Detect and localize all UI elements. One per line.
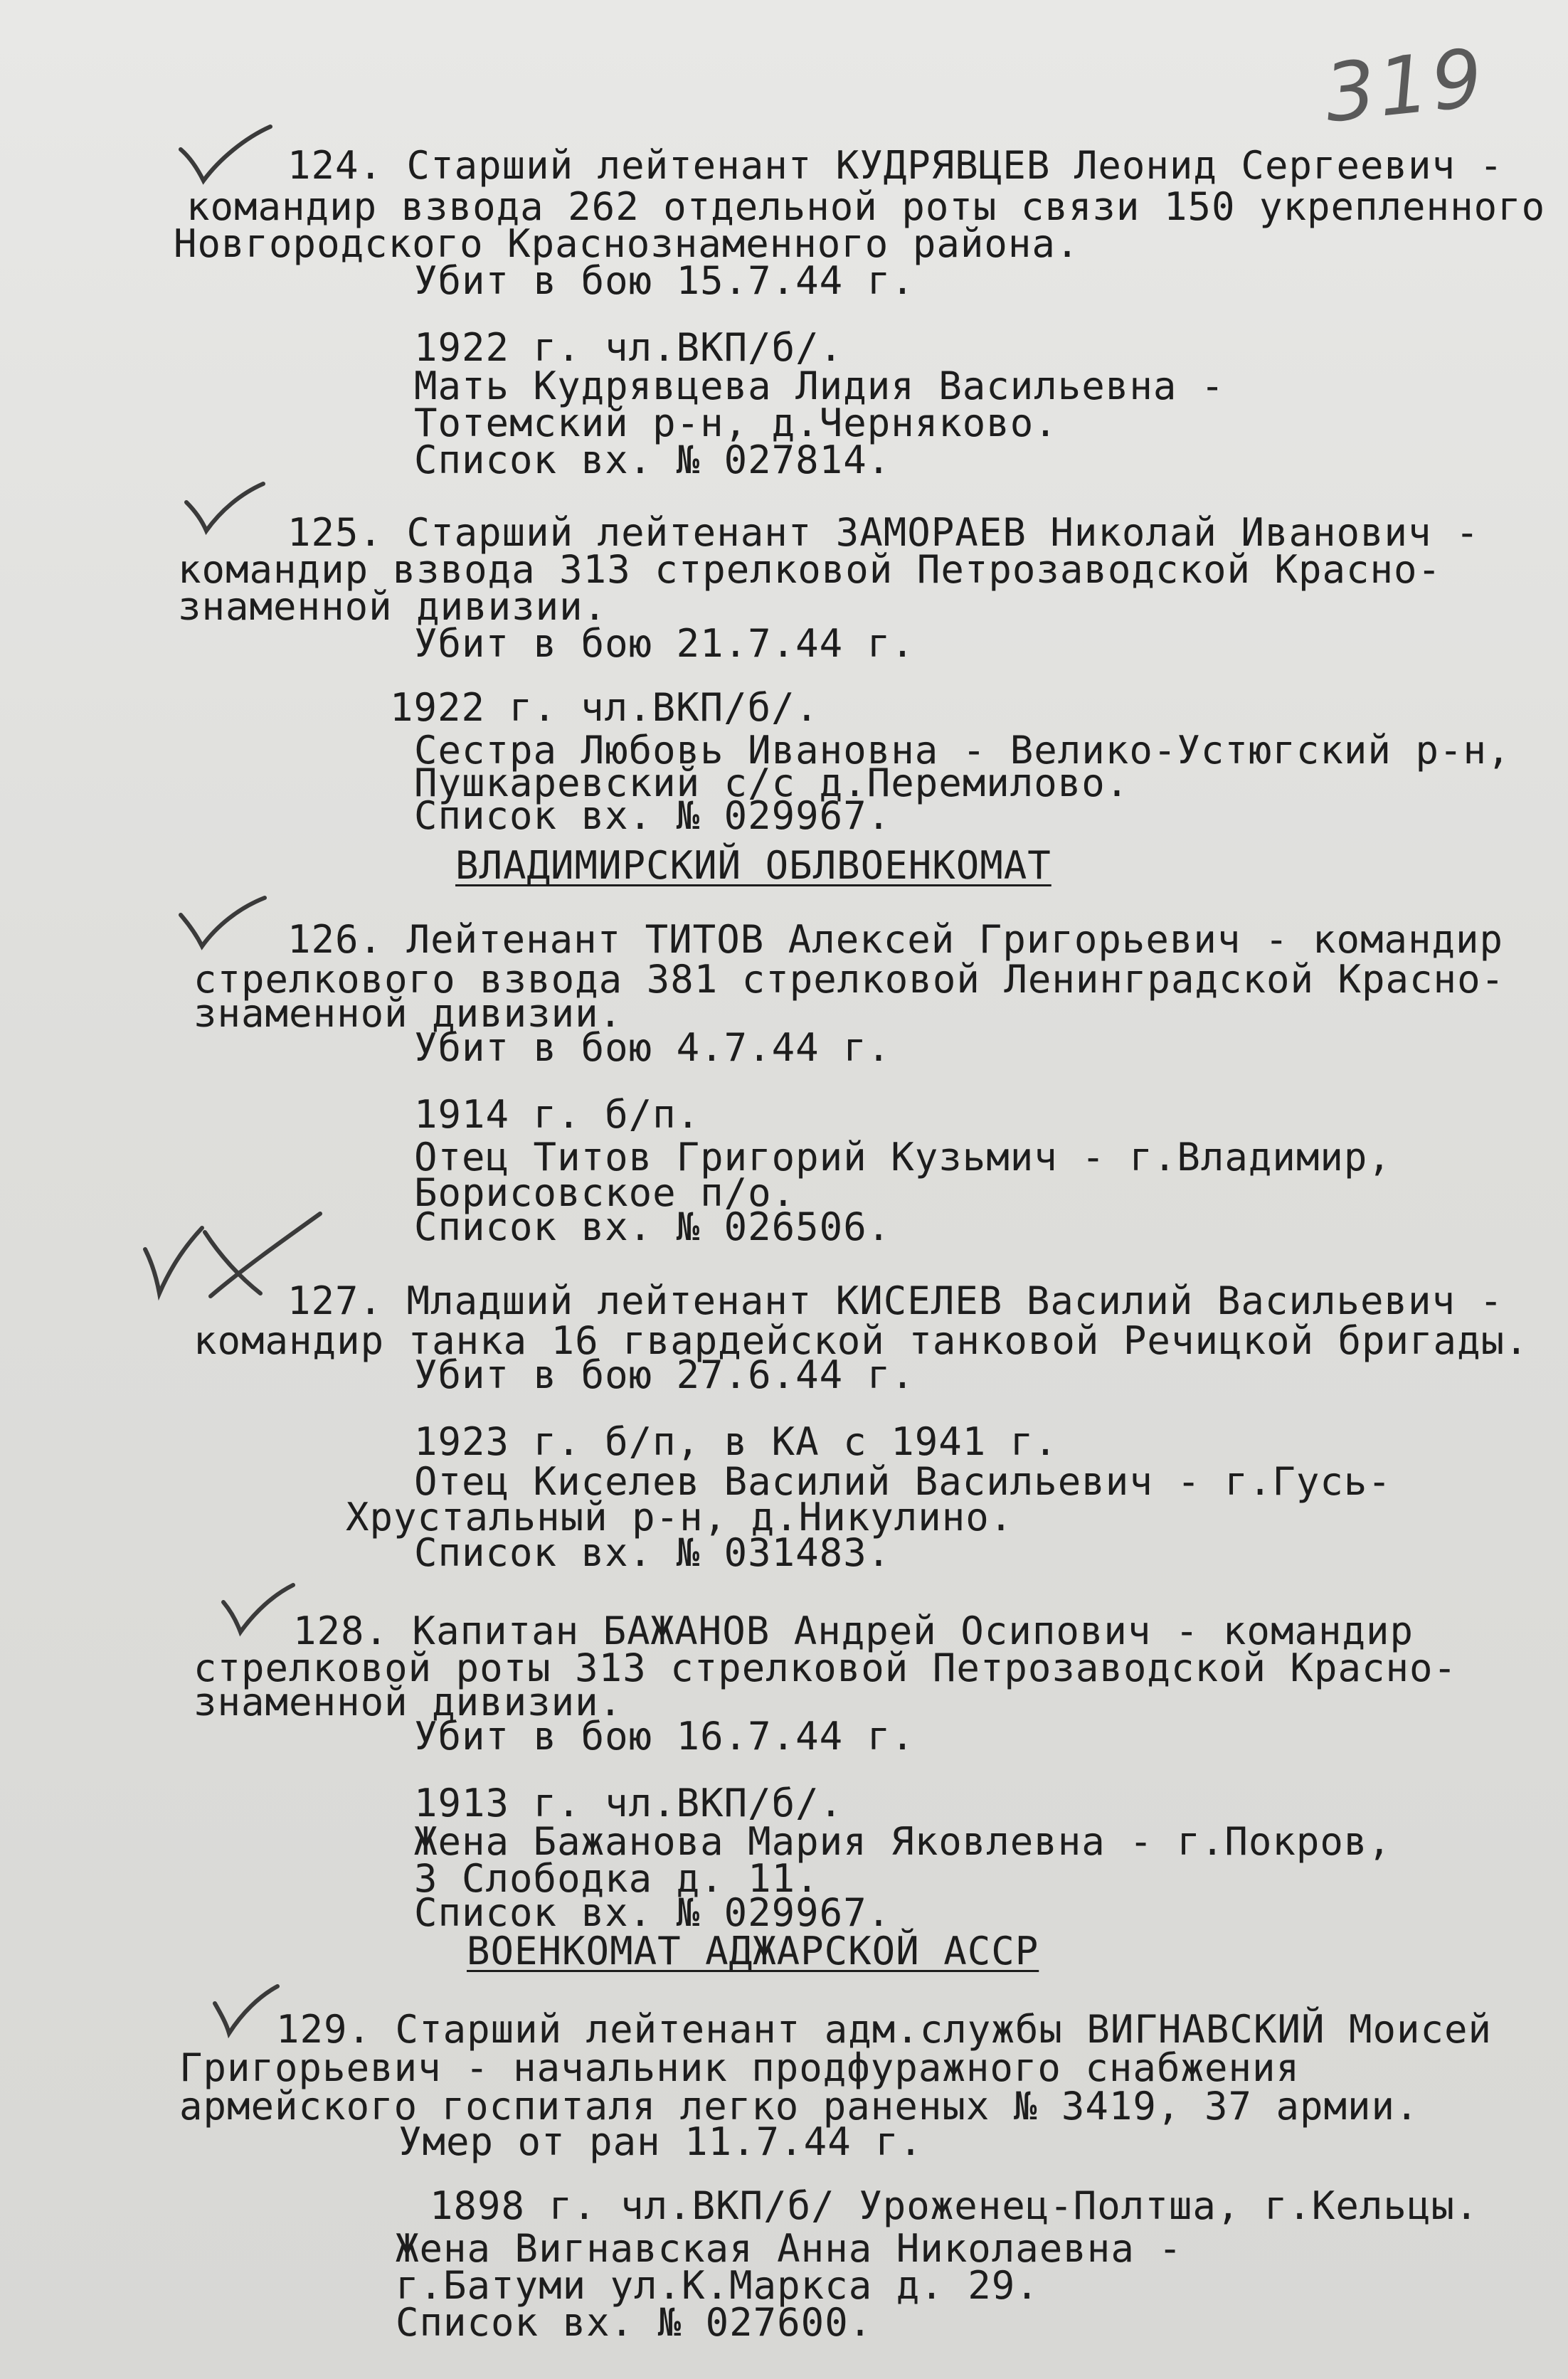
entry-line: 1913 г. чл.ВКП/б/.: [414, 1781, 844, 1826]
page-number: 319: [1320, 31, 1490, 141]
entry-line: 127. Младший лейтенант КИСЕЛЕВ Василий Васильевич -: [287, 1278, 1504, 1323]
entry-line: Отец Титов Григорий Кузьмич - г.Владимир,: [414, 1135, 1392, 1180]
entry-line: 1923 г. б/п, в КА с 1941 г.: [414, 1419, 1058, 1464]
entry-line: Пушкаревский с/с д.Перемилово.: [414, 761, 1130, 805]
entry-line: Умер от ран 11.7.44 г.: [398, 2119, 923, 2164]
entry-line: Список вх. № 029967.: [414, 793, 891, 838]
section-heading-vladimir: ВЛАДИМИРСКИЙ ОБЛВОЕНКОМАТ: [455, 843, 1051, 888]
entry-line: Борисовское п/о.: [414, 1170, 796, 1215]
entry-line: 1922 г. чл.ВКП/б/.: [414, 325, 844, 370]
entry-line: Список вх. № 027814.: [414, 438, 891, 482]
entry-line: Убит в бою 21.7.44 г.: [414, 621, 915, 666]
entry-line: армейского госпиталя легко раненых № 3419, 37 армии.: [179, 2084, 1419, 2129]
entry-line: 126. Лейтенант ТИТОВ Алексей Григорьевич - командир: [287, 917, 1504, 962]
entry-line: 128. Капитан БАЖАНОВ Андрей Осипович - командир: [293, 1609, 1414, 1653]
entry-line: г.Батуми ул.К.Маркса д. 29.: [396, 2263, 1039, 2308]
entry-line: Григорьевич - начальник продфуражного снабжения: [179, 2045, 1301, 2090]
checkmark-128-icon: [219, 1581, 297, 1638]
entry-line: 1898 г. чл.ВКП/б/ Уроженец-Полтша, г.Кельцы.: [430, 2183, 1479, 2228]
entry-line: Отец Киселев Василий Васильевич - г.Гусь-: [414, 1459, 1392, 1504]
entry-line: Хрустальный р-н, д.Никулино.: [346, 1495, 1014, 1540]
entry-line: Убит в бою 15.7.44 г.: [414, 258, 915, 303]
checkmark-126-icon: [176, 894, 269, 950]
entry-line: 1922 г. чл.ВКП/б/.: [390, 685, 820, 730]
checkmark-125-icon: [182, 479, 267, 536]
entry-line: Убит в бою 16.7.44 г.: [414, 1714, 915, 1759]
entry-line: 129. Старший лейтенант адм.службы ВИГНАВСКИЙ Моисей: [276, 2007, 1493, 2052]
entry-line: 124. Старший лейтенант КУДРЯВЦЕВ Леонид Сергеевич -: [287, 143, 1504, 188]
checkmark-124-icon: [176, 122, 276, 186]
entry-line: знаменной дивизии.: [178, 584, 608, 629]
entry-line: стрелкового взвода 381 стрелковой Ленинградской Красно-: [194, 957, 1505, 1002]
section-heading-adjara: ВОЕНКОМАТ АДЖАРСКОЙ АССР: [467, 1929, 1039, 1973]
entry-line: 3 Слободка д. 11.: [414, 1856, 820, 1901]
entry-line: командир взвода 262 отдельной роты связи 150 укрепленного: [186, 184, 1546, 229]
entry-line: Список вх. № 026506.: [414, 1204, 891, 1249]
entry-line: знаменной дивизии.: [194, 991, 623, 1036]
entry-line: Список вх. № 027600.: [396, 2300, 873, 2345]
entry-line: знаменной дивизии.: [194, 1680, 623, 1724]
entry-line: Список вх. № 029967.: [414, 1890, 891, 1935]
entry-line: Мать Кудрявцева Лидия Васильевна -: [414, 364, 1225, 408]
entry-line: Тотемский р-н, д.Черняково.: [414, 401, 1058, 445]
entry-line: 125. Старший лейтенант ЗАМОРАЕВ Николай Иванович -: [287, 510, 1480, 555]
entry-line: Список вх. № 031483.: [414, 1530, 891, 1575]
entry-line: командир взвода 313 стрелковой Петрозаводской Красно-: [178, 547, 1442, 592]
entry-line: Убит в бою 4.7.44 г.: [414, 1025, 891, 1070]
entry-line: Жена Бажанова Мария Яковлевна - г.Покров,: [414, 1819, 1392, 1864]
entry-line: Убит в бою 27.6.44 г.: [414, 1352, 915, 1397]
entry-line: командир танка 16 гвардейской танковой Речицкой бригады.: [194, 1318, 1529, 1363]
entry-line: Новгородского Краснознаменного района.: [174, 221, 1080, 266]
checkmark-129-icon: [211, 1982, 282, 2039]
entry-line: Сестра Любовь Ивановна - Велико-Устюгский р-н,: [414, 728, 1511, 773]
entry-line: стрелковой роты 313 стрелковой Петрозаводской Красно-: [194, 1646, 1458, 1690]
entry-line: Жена Вигнавская Анна Николаевна -: [396, 2226, 1182, 2271]
entry-line: 1914 г. б/п.: [414, 1092, 701, 1137]
